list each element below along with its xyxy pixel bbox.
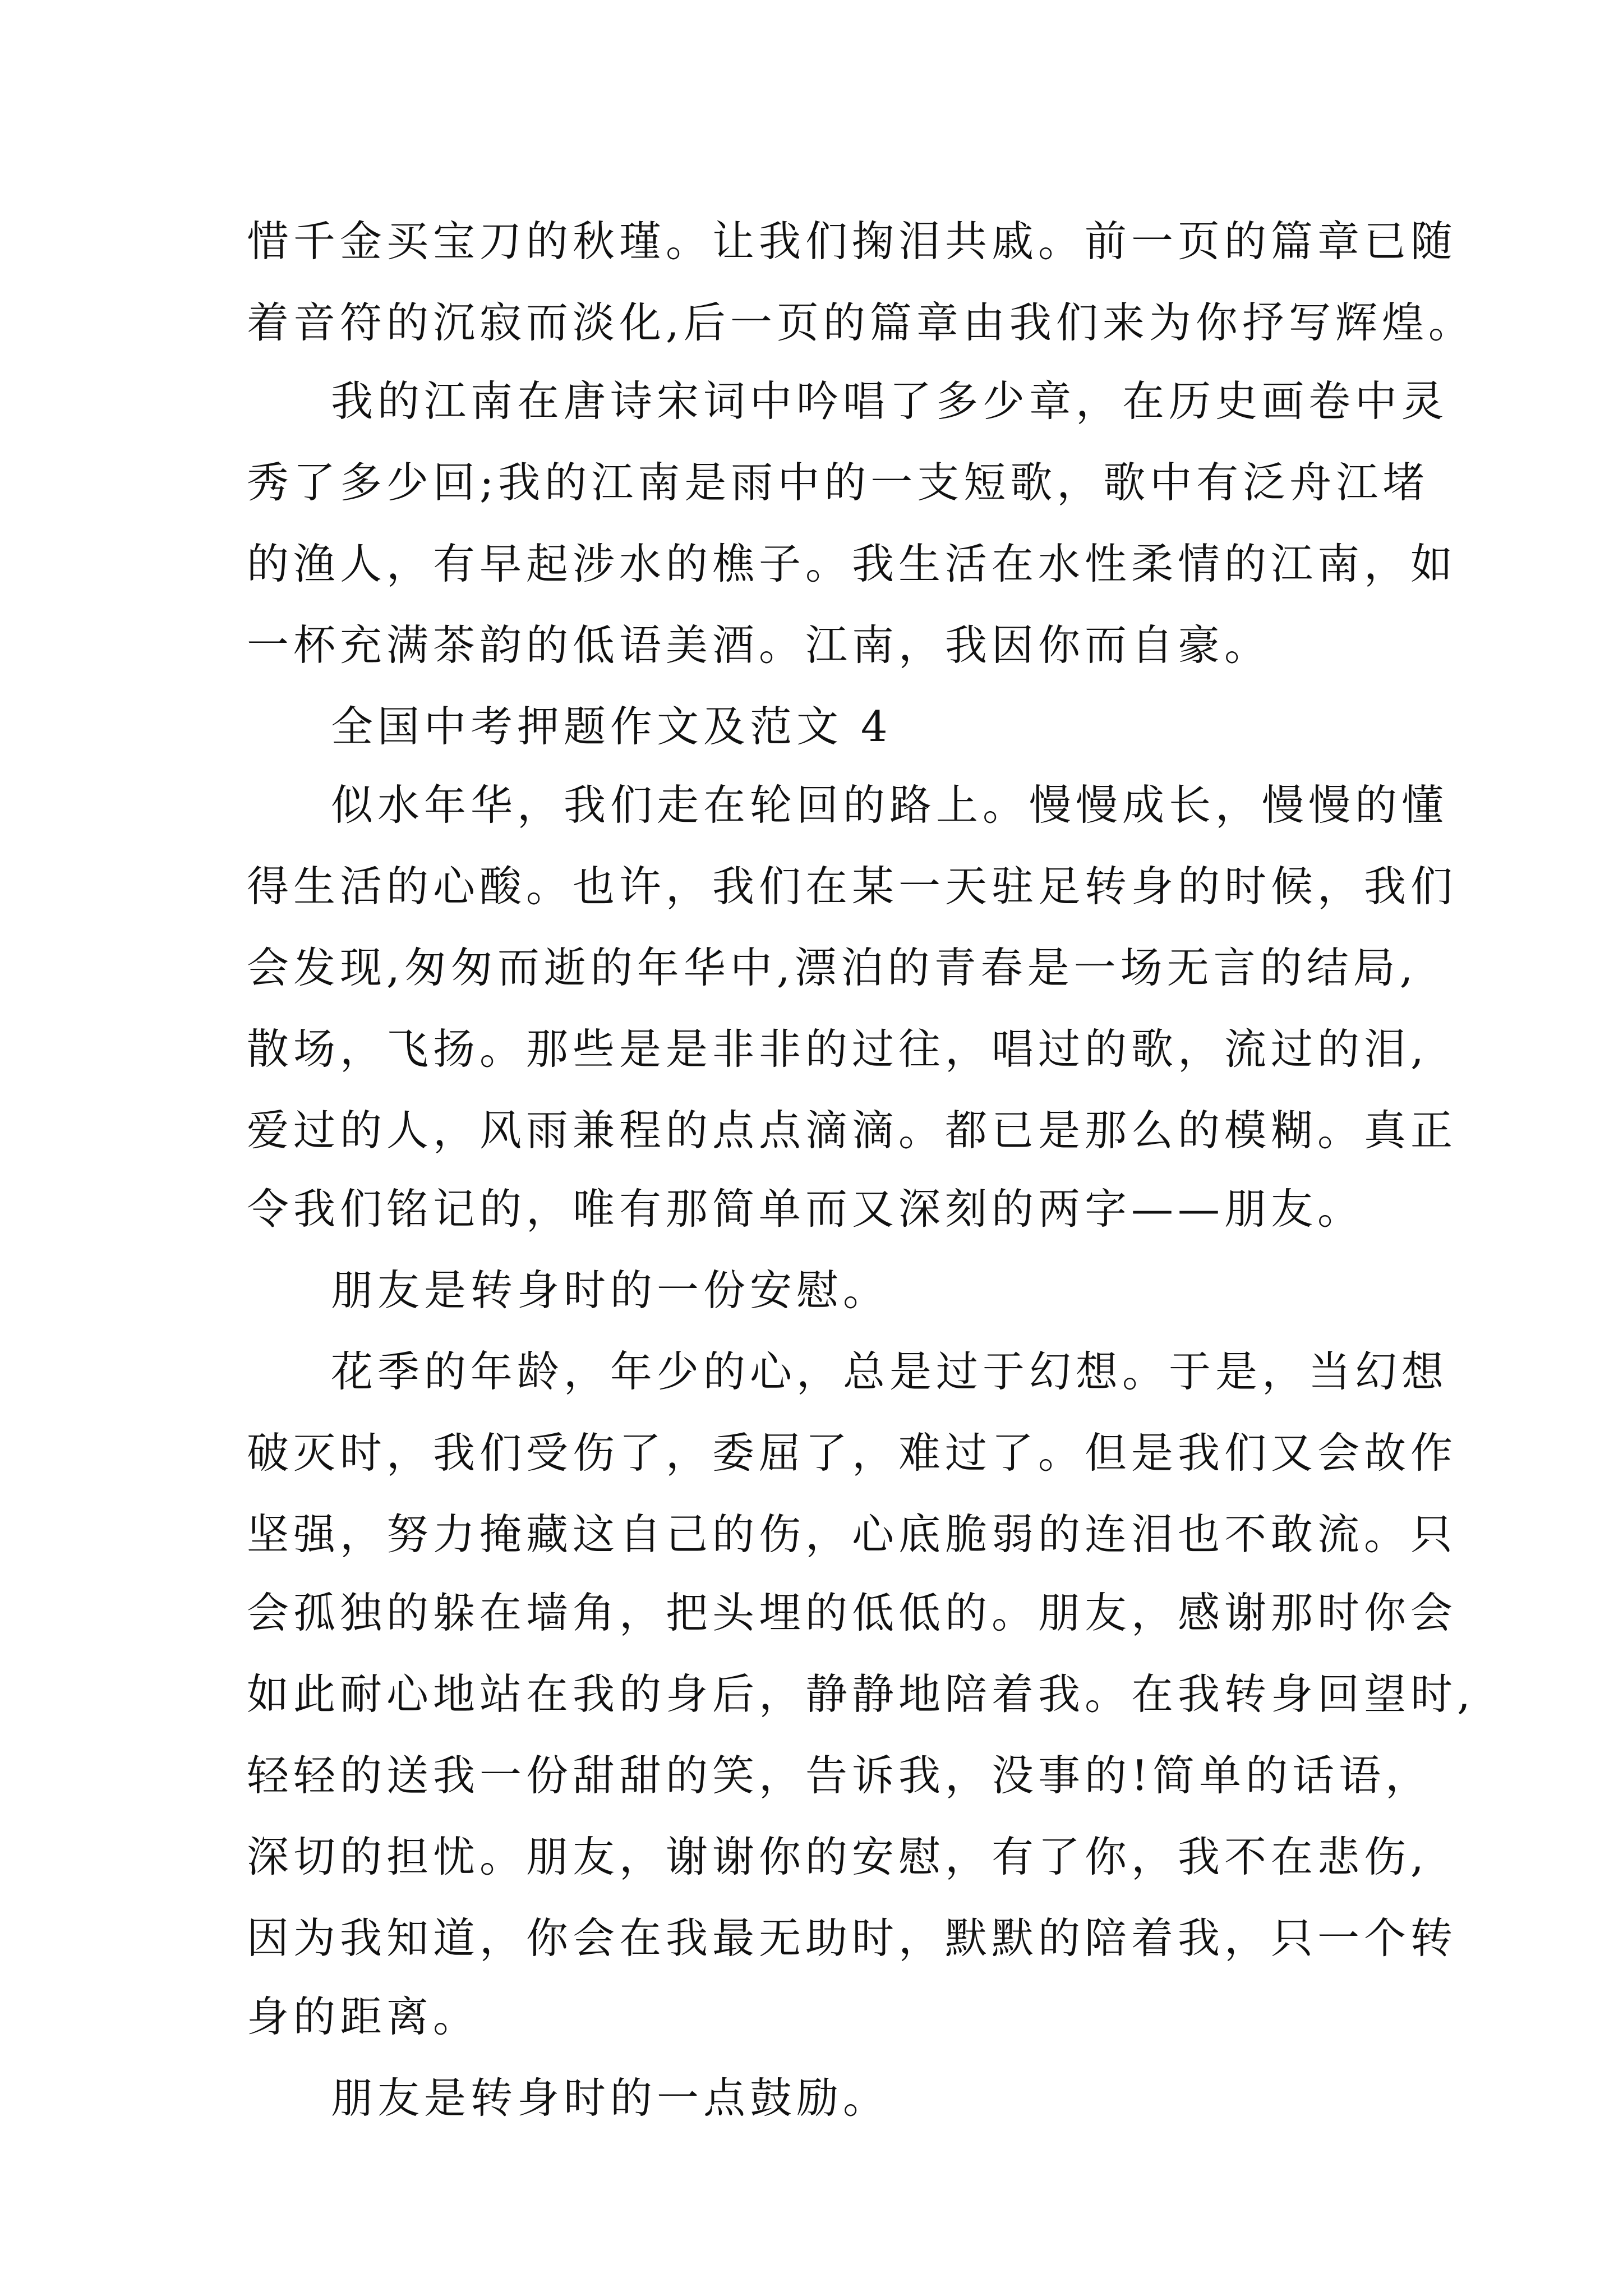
text-line: 秀了多少回;我的江南是雨中的一支短歌，歌中有泛舟江堵	[247, 458, 1430, 507]
text-line: 因为我知道，你会在我最无助时，默默的陪着我，只一个转	[247, 1913, 1458, 1963]
text-line: 破灭时，我们受伤了，委屈了，难过了。但是我们又会故作	[247, 1428, 1458, 1478]
text-line: 会发现,匆匆而逝的年华中,漂泊的青春是一场无言的结局,	[247, 943, 1418, 992]
text-line: 轻轻的送我一份甜甜的笑，告诉我，没事的!简单的话语，	[247, 1751, 1432, 1800]
text-line: 深切的担忧。朋友，谢谢你的安慰，有了你，我不在悲伤,	[247, 1832, 1428, 1881]
paragraph-first-line: 似水年华，我们走在轮回的路上。慢慢成长，慢慢的懂	[331, 780, 1449, 830]
text-line: 惜千金买宝刀的秋瑾。让我们掬泪共戚。前一页的篇章已随	[247, 217, 1458, 266]
text-line: 一杯充满茶韵的低语美酒。江南，我因你而自豪。	[247, 620, 1271, 670]
text-line: 爱过的人，风雨兼程的点点滴滴。都已是那么的模糊。真正	[247, 1106, 1458, 1155]
paragraph-first-line: 朋友是转身时的一点鼓励。	[331, 2073, 890, 2123]
text-line: 坚强，努力掩藏这自己的伤，心底脆弱的连泪也不敢流。只	[247, 1510, 1458, 1559]
text-line: 着音符的沉寂而淡化,后一页的篇章由我们来为你抒写辉煌。	[247, 298, 1475, 347]
paragraph-first-line: 花季的年龄，年少的心，总是过于幻想。于是，当幻想	[331, 1347, 1449, 1396]
text-line: 得生活的心酸。也许，我们在某一天驻足转身的时候，我们	[247, 862, 1458, 911]
text-line: 令我们铭记的，唯有那简单而又深刻的两字——朋友。	[247, 1184, 1364, 1234]
text-line: 的渔人，有早起涉水的樵子。我生活在水性柔情的江南，如	[247, 539, 1458, 588]
text-line: 会孤独的躲在墙角，把头埋的低低的。朋友，感谢那时你会	[247, 1588, 1458, 1637]
paragraph-first-line: 朋友是转身时的一份安慰。	[331, 1266, 890, 1315]
text-line: 身的距离。	[247, 1992, 480, 2041]
section-heading: 全国中考押题作文及范文 4	[331, 702, 892, 751]
text-line: 散场，飞扬。那些是是非非的过往，唱过的歌，流过的泪,	[247, 1024, 1428, 1074]
paragraph-first-line: 我的江南在唐诗宋词中吟唱了多少章，在历史画卷中灵	[331, 376, 1449, 426]
text-line: 如此耐心地站在我的身后，静静地陪着我。在我转身回望时,	[247, 1669, 1475, 1719]
